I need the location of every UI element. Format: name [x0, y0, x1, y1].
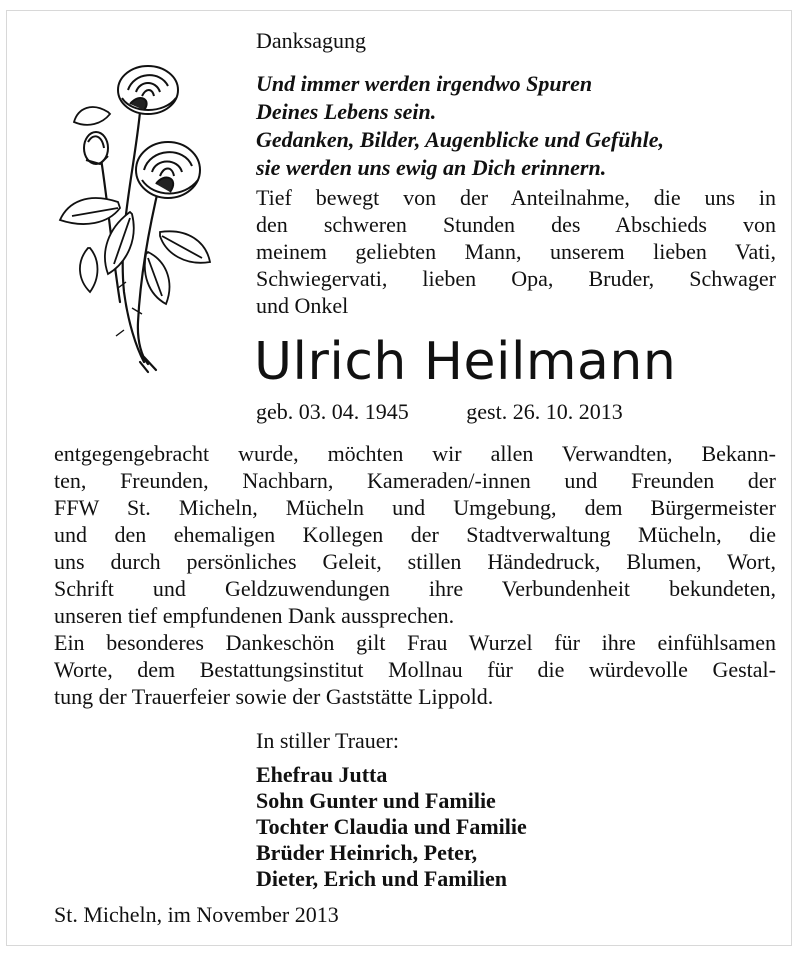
body-text	[54, 440, 776, 710]
intro-line: und Onkel	[256, 293, 349, 318]
body-line: Ein besonderes Dankeschön gilt Frau Wurzel für ihre einfühlsamen	[54, 630, 776, 655]
life-dates	[256, 398, 776, 426]
family-member: Brüder Heinrich, Peter,	[256, 840, 478, 865]
rose-bloom-top	[118, 66, 178, 114]
intro-text	[256, 184, 776, 319]
body-line: Schrift und Geldzuwendungen ihre Verbundenheit bekundeten,	[54, 576, 776, 601]
body-line: Worte, dem Bestattungsinstitut Mollnau für die würdevolle Gestal-	[54, 657, 776, 682]
body-line: unseren tief empfundenen Dank aussprechen.	[54, 603, 455, 628]
family-member: Sohn Gunter und Familie	[256, 788, 496, 813]
heading-danksagung: Danksagung	[256, 28, 366, 53]
mourning-label: In stiller Trauer:	[256, 728, 399, 753]
poem-line: sie werden uns ewig an Dich erinnern.	[256, 155, 607, 180]
family-member: Ehefrau Jutta	[256, 762, 388, 787]
death-date: gest. 26. 10. 2013	[466, 399, 623, 424]
rose-bud	[84, 132, 108, 164]
family-member: Tochter Claudia und Familie	[256, 814, 527, 839]
body-line: und den ehemaligen Kollegen der Stadtverwaltung Mücheln, die	[54, 522, 776, 547]
poem-line: Deines Lebens sein.	[256, 99, 437, 124]
family-list	[256, 762, 527, 892]
birth-date: geb. 03. 04. 1945	[256, 399, 409, 424]
intro-line: Schwiegervati, lieben Opa, Bruder, Schwager	[256, 266, 776, 291]
body-line: uns durch persönliches Geleit, stillen Händedruck, Blumen, Wort,	[54, 549, 776, 574]
place-date: St. Micheln, im November 2013	[54, 902, 339, 927]
poem-line: Und immer werden irgendwo Spuren	[256, 71, 593, 96]
intro-line: den schweren Stunden des Abschieds von	[256, 212, 776, 237]
poem	[256, 70, 776, 182]
rose-leaves	[60, 107, 210, 304]
intro-line: Tief bewegt von der Anteilnahme, die uns in	[256, 185, 776, 210]
deceased-name: Ulrich Heilmann	[254, 332, 677, 392]
body-line: tung der Trauerfeier sowie der Gaststätte Lippold.	[54, 684, 494, 709]
body-line: FFW St. Micheln, Mücheln und Umgebung, dem Bürgermeister	[54, 495, 776, 520]
rose-illustration	[48, 52, 218, 382]
poem-line: Gedanken, Bilder, Augenblicke und Gefühle,	[256, 127, 665, 152]
intro-line: meinem geliebten Mann, unserem lieben Vati,	[256, 239, 776, 264]
body-line: entgegengebracht wurde, möchten wir allen Verwandten, Bekann-	[54, 441, 776, 466]
family-member: Dieter, Erich und Familien	[256, 866, 507, 891]
body-line: ten, Freunden, Nachbarn, Kameraden/-innen und Freunden der	[54, 468, 776, 493]
rose-bloom-lower	[136, 142, 200, 198]
